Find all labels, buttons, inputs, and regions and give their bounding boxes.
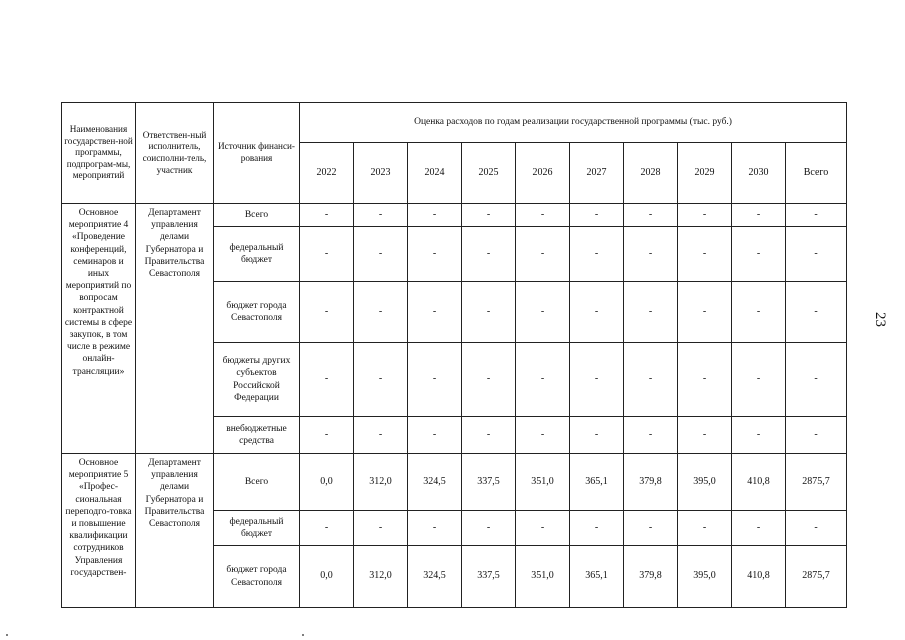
value-cell: 0,0 bbox=[300, 454, 354, 511]
source-cell: федеральный бюджет bbox=[214, 511, 300, 546]
value-cell: - bbox=[516, 417, 570, 454]
value-cell: 0,0 bbox=[300, 546, 354, 608]
value-cell: 379,8 bbox=[624, 454, 678, 511]
source-cell: бюджеты других субъектов Российской Федерации bbox=[214, 343, 300, 417]
value-cell: - bbox=[516, 511, 570, 546]
header-source: Источник финанси-рования bbox=[214, 103, 300, 204]
value-cell: 337,5 bbox=[462, 546, 516, 608]
value-cell: - bbox=[354, 282, 408, 343]
value-cell: 351,0 bbox=[516, 454, 570, 511]
value-cell: - bbox=[354, 417, 408, 454]
value-cell: - bbox=[462, 343, 516, 417]
value-cell: - bbox=[570, 204, 624, 227]
value-cell: - bbox=[786, 343, 847, 417]
header-year: 2030 bbox=[732, 143, 786, 204]
value-cell: - bbox=[300, 282, 354, 343]
source-cell: федеральный бюджет bbox=[214, 227, 300, 282]
value-cell: - bbox=[354, 227, 408, 282]
value-cell: - bbox=[408, 282, 462, 343]
value-cell: - bbox=[570, 417, 624, 454]
table-row bbox=[62, 454, 847, 511]
value-cell: - bbox=[624, 343, 678, 417]
value-cell: - bbox=[678, 227, 732, 282]
value-cell: - bbox=[462, 511, 516, 546]
measure-5-responsible: Департамент управления делами Губернатора и Правительства Севастополя bbox=[136, 454, 214, 608]
header-year: 2022 bbox=[300, 143, 354, 204]
value-cell: - bbox=[732, 511, 786, 546]
value-cell: - bbox=[678, 204, 732, 227]
scan-speck bbox=[6, 634, 8, 636]
value-cell: 410,8 bbox=[732, 454, 786, 511]
value-cell: - bbox=[732, 227, 786, 282]
value-cell: - bbox=[624, 511, 678, 546]
source-cell: бюджет города Севастополя bbox=[214, 282, 300, 343]
value-cell: 2875,7 bbox=[786, 454, 847, 511]
measure-5-name: Основное мероприятие 5 «Профес-сиональная переподго-товка и повышение квалификации сотрудников Управления государствен- bbox=[62, 454, 136, 608]
value-cell: - bbox=[678, 417, 732, 454]
value-cell: - bbox=[624, 282, 678, 343]
expenditure-table bbox=[61, 102, 847, 608]
value-cell: - bbox=[516, 204, 570, 227]
value-cell: - bbox=[786, 227, 847, 282]
header-program-name: Наименования государствен-ной программы, подпрограм-мы, мероприятий bbox=[62, 103, 136, 204]
value-cell: - bbox=[462, 282, 516, 343]
value-cell: - bbox=[354, 511, 408, 546]
value-cell: - bbox=[300, 204, 354, 227]
value-cell: - bbox=[624, 204, 678, 227]
value-cell: - bbox=[408, 511, 462, 546]
value-cell: - bbox=[300, 227, 354, 282]
header-year: 2026 bbox=[516, 143, 570, 204]
value-cell: 324,5 bbox=[408, 546, 462, 608]
value-cell: - bbox=[732, 343, 786, 417]
value-cell: - bbox=[624, 227, 678, 282]
value-cell: - bbox=[408, 204, 462, 227]
value-cell: - bbox=[462, 417, 516, 454]
value-cell: - bbox=[408, 227, 462, 282]
value-cell: 395,0 bbox=[678, 546, 732, 608]
value-cell: - bbox=[624, 417, 678, 454]
value-cell: - bbox=[516, 282, 570, 343]
page-number: 23 bbox=[872, 312, 888, 327]
value-cell: - bbox=[354, 343, 408, 417]
header-year: 2024 bbox=[408, 143, 462, 204]
value-cell: - bbox=[300, 511, 354, 546]
value-cell: - bbox=[570, 227, 624, 282]
source-cell: бюджет города Севастополя bbox=[214, 546, 300, 608]
header-year: 2025 bbox=[462, 143, 516, 204]
header-total: Всего bbox=[786, 143, 847, 204]
source-cell: Всего bbox=[214, 454, 300, 511]
value-cell: 312,0 bbox=[354, 546, 408, 608]
value-cell: - bbox=[300, 417, 354, 454]
value-cell: - bbox=[408, 343, 462, 417]
value-cell: - bbox=[462, 227, 516, 282]
value-cell: - bbox=[516, 343, 570, 417]
measure-4-name: Основное мероприятие 4 «Проведение конференций, семинаров и иных мероприятий по вопросам контрактной системы в сфере закупок, в том числе в режиме онлайн-трансляции» bbox=[62, 204, 136, 454]
value-cell: 395,0 bbox=[678, 454, 732, 511]
measure-4-responsible: Департамент управления делами Губернатора и Правительства Севастополя bbox=[136, 204, 214, 454]
value-cell: 410,8 bbox=[732, 546, 786, 608]
value-cell: - bbox=[570, 511, 624, 546]
value-cell: - bbox=[732, 417, 786, 454]
source-cell: внебюджетные средства bbox=[214, 417, 300, 454]
value-cell: 312,0 bbox=[354, 454, 408, 511]
value-cell: 365,1 bbox=[570, 454, 624, 511]
value-cell: - bbox=[408, 417, 462, 454]
value-cell: - bbox=[786, 282, 847, 343]
value-cell: 379,8 bbox=[624, 546, 678, 608]
value-cell: 365,1 bbox=[570, 546, 624, 608]
value-cell: - bbox=[570, 282, 624, 343]
value-cell: - bbox=[300, 343, 354, 417]
scan-speck bbox=[302, 634, 304, 636]
source-cell: Всего bbox=[214, 204, 300, 227]
value-cell: - bbox=[786, 511, 847, 546]
value-cell: 337,5 bbox=[462, 454, 516, 511]
value-cell: - bbox=[354, 204, 408, 227]
value-cell: 2875,7 bbox=[786, 546, 847, 608]
value-cell: - bbox=[786, 204, 847, 227]
value-cell: - bbox=[678, 343, 732, 417]
value-cell: - bbox=[732, 282, 786, 343]
header-responsible: Ответствен-ный исполнитель, соисполни-тель, участник bbox=[136, 103, 214, 204]
header-estimate: Оценка расходов по годам реализации государственной программы (тыс. руб.) bbox=[300, 103, 847, 143]
value-cell: - bbox=[570, 343, 624, 417]
value-cell: - bbox=[462, 204, 516, 227]
value-cell: 351,0 bbox=[516, 546, 570, 608]
value-cell: - bbox=[732, 204, 786, 227]
table-row bbox=[62, 204, 847, 227]
value-cell: 324,5 bbox=[408, 454, 462, 511]
value-cell: - bbox=[678, 282, 732, 343]
header-year: 2023 bbox=[354, 143, 408, 204]
value-cell: - bbox=[678, 511, 732, 546]
header-year: 2027 bbox=[570, 143, 624, 204]
header-year: 2029 bbox=[678, 143, 732, 204]
value-cell: - bbox=[516, 227, 570, 282]
value-cell: - bbox=[786, 417, 847, 454]
header-year: 2028 bbox=[624, 143, 678, 204]
